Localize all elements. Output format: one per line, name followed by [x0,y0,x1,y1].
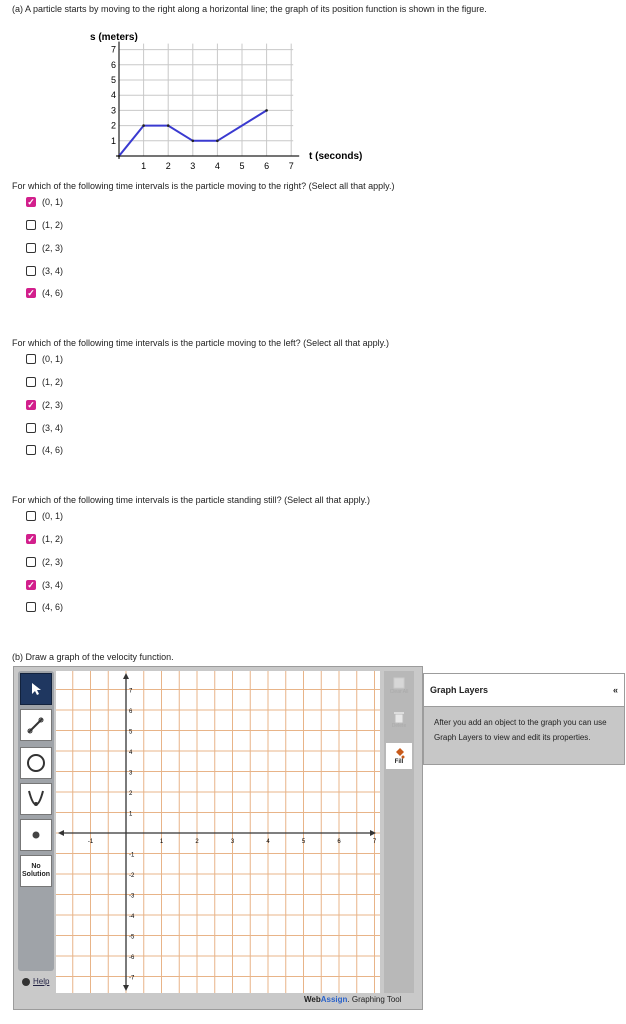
graph-layers-help-text: After you add an object to the graph you can use Graph Layers to view and edit its properties. [434,718,607,742]
parabola-icon [25,788,47,810]
checkbox-checked-icon[interactable] [26,580,36,590]
question-1-option[interactable] [26,242,63,254]
graph-layers-title: Graph Layers [430,685,489,695]
option-label: (1, 2) [42,534,64,544]
point-tool-button[interactable] [20,819,52,851]
option-label: (0, 1) [42,511,64,521]
delete-button[interactable] [386,707,412,733]
data-point [192,140,195,143]
option-label: (3, 4) [42,423,64,433]
no-solution-button[interactable]: No Solution [20,855,52,887]
option-label: (2, 3) [42,243,64,253]
y-tick-label: -3 [129,893,135,900]
question-3-option[interactable] [26,579,63,591]
webassign-brand [304,995,402,1004]
checkbox-icon[interactable] [26,445,36,455]
option-label: (1, 2) [42,377,64,387]
question-1-prompt: For which of the following time intervals is the particle moving to the right? (Select all that apply.) [12,181,395,191]
delete-label: Delete [391,723,407,729]
paint-bucket-icon [393,747,405,759]
question-1-option[interactable] [26,287,63,299]
data-point [142,124,145,127]
part-a-intro: (a) A particle starts by moving to the right along a horizontal line; the graph of its position function is shown in the figure. [12,4,487,14]
y-tick-label: 1 [110,135,116,146]
x-tick-label: 6 [337,839,341,845]
clear-all-label: Clear All [389,689,409,695]
y-tick-label: 6 [129,709,133,715]
x-tick-label: 4 [266,839,270,845]
circle-tool-button[interactable] [20,747,52,779]
question-3-prompt: For which of the following time intervals is the particle standing still? (Select all that apply.) [12,495,370,505]
checkbox-icon[interactable] [26,354,36,364]
y-tick-label: -1 [129,852,135,859]
clear-all-button[interactable] [386,673,412,699]
option-label: (0, 1) [42,197,64,207]
circle-icon [25,752,47,774]
checkbox-checked-icon[interactable] [26,534,36,544]
fill-label: Fill [394,759,404,765]
x-tick-label: -1 [87,839,94,845]
data-point [167,124,170,127]
y-tick-label: 6 [110,59,116,70]
y-tick-label: 7 [110,44,116,55]
x-tick-label: 7 [288,161,294,171]
position-graph [0,0,626,180]
option-label: (4, 6) [42,288,64,298]
option-label: (2, 3) [42,400,64,410]
x-axis-arrow-left [58,830,64,836]
position-graph-y-label: s (meters) [90,32,138,43]
velocity-graph-grid[interactable] [56,671,380,993]
x-axis-arrow-right [370,830,376,836]
graph-layers-panel [423,673,625,765]
x-tick-label: 3 [230,839,235,845]
part-b-prompt: (b) Draw a graph of the velocity function. [12,652,174,662]
y-tick-label: 5 [110,75,116,85]
question-3-option[interactable] [26,533,63,545]
y-tick-label: 3 [110,105,116,116]
y-tick-label: 3 [129,770,133,777]
question-3-option[interactable] [26,556,63,568]
position-graph-x-label: t (seconds) [309,151,363,162]
y-tick-label: 2 [110,120,116,131]
edit-toolbar [384,671,414,993]
help-icon [22,978,30,986]
checkbox-icon[interactable] [26,377,36,387]
y-tick-label: -4 [129,914,135,920]
question-2-option[interactable] [26,444,63,456]
graphing-tool [13,666,423,1010]
y-tick-label: 7 [129,688,133,695]
checkbox-icon[interactable] [26,423,36,433]
tool-palette [18,671,54,971]
option-label: (2, 3) [42,557,64,567]
question-1-option[interactable] [26,265,63,277]
y-tick-label: 5 [129,729,133,736]
data-point [265,109,268,112]
point-icon [31,830,41,840]
x-tick-label: 6 [264,161,270,171]
cursor-arrow-icon [30,682,42,696]
y-tick-label: -6 [129,955,135,961]
x-tick-label: 3 [190,161,196,171]
question-2-option[interactable] [26,353,63,365]
collapse-panel-button[interactable]: « [612,685,618,695]
option-label: (4, 6) [42,602,64,612]
data-point [118,155,121,158]
checkbox-icon[interactable] [26,511,36,521]
option-label: (3, 4) [42,266,64,276]
pointer-tool-button[interactable] [20,673,52,705]
question-3-option[interactable] [26,601,63,613]
brand-rest: . Graphing Tool [347,995,402,1004]
trash-icon [393,711,405,723]
checkbox-checked-icon[interactable] [26,400,36,410]
data-point [216,140,219,143]
question-2-option[interactable] [26,376,63,388]
x-tick-label: 7 [372,839,377,845]
y-axis-arrow-down [123,985,129,991]
y-tick-label: 1 [129,811,133,818]
clear-all-icon [393,677,405,689]
checkbox-checked-icon[interactable] [26,288,36,298]
parabola-tool-button[interactable] [20,783,52,815]
velocity-graph-canvas[interactable] [56,671,380,993]
option-label: (4, 6) [42,445,64,455]
line-tool-button[interactable] [20,709,52,741]
x-tick-label: 4 [214,161,220,171]
y-tick-label: 2 [129,791,133,797]
pen-line-icon [25,714,47,736]
checkbox-icon[interactable] [26,220,36,230]
checkbox-icon[interactable] [26,243,36,253]
y-tick-label: 4 [110,90,116,101]
x-tick-label: 5 [301,839,306,845]
y-tick-label: 4 [129,750,133,756]
x-tick-label: 1 [159,839,164,845]
x-tick-label: 1 [141,161,147,171]
help-link[interactable] [22,977,49,986]
option-label: (1, 2) [42,220,64,230]
fill-button[interactable] [386,743,412,769]
question-1-option[interactable] [26,196,63,208]
brand-web: Web [304,995,321,1004]
x-tick-label: 2 [165,161,171,171]
checkbox-icon[interactable] [26,557,36,567]
question-2-option[interactable] [26,399,63,411]
question-2-option[interactable] [26,422,63,434]
x-tick-label: 5 [239,161,245,171]
x-tick-label: 2 [195,839,199,845]
checkbox-checked-icon[interactable] [26,197,36,207]
checkbox-icon[interactable] [26,602,36,612]
y-tick-label: -5 [129,934,135,941]
question-1-option[interactable] [26,219,63,231]
option-label: (3, 4) [42,580,64,590]
option-label: (0, 1) [42,354,64,364]
checkbox-icon[interactable] [26,266,36,276]
brand-assign: Assign [320,995,348,1004]
help-label[interactable]: Help [33,977,50,986]
y-axis-arrow-up [123,673,129,679]
question-2-prompt: For which of the following time intervals is the particle moving to the left? (Select all that apply.) [12,338,390,348]
question-3-option[interactable] [26,510,63,522]
y-tick-label: -7 [129,975,135,982]
y-tick-label: -2 [129,873,135,879]
